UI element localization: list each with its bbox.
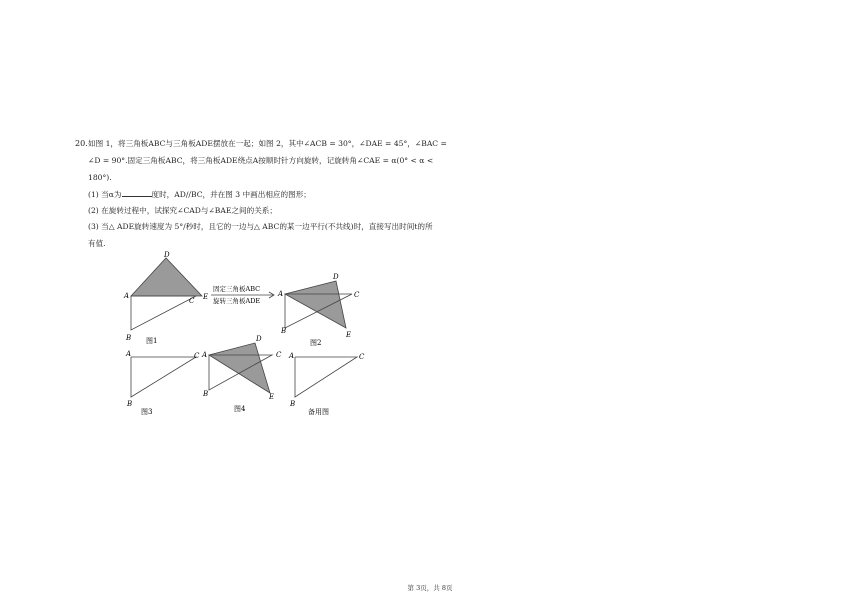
label-a-fig4: A: [202, 351, 208, 359]
label-c-spare: C: [359, 353, 365, 361]
figure-spare: [288, 352, 365, 416]
triangle-ade-fig2: [285, 281, 346, 328]
figure-1: [123, 251, 208, 345]
arrow-label-top: 固定三角板ABC: [213, 285, 261, 293]
caption-spare: 备用图: [308, 408, 329, 416]
triangle-abc-fig1: [131, 296, 196, 330]
triangle-ade-fig4: [209, 343, 270, 393]
label-b-spare: B: [290, 400, 296, 408]
transform-arrow: [211, 284, 274, 305]
label-b-fig3: B: [127, 400, 133, 408]
question-part-3-line-2: 有值.: [88, 239, 106, 248]
label-a-fig1: A: [124, 292, 130, 300]
label-b-fig4: B: [203, 390, 209, 398]
question-line-1: 如图 1，将三角板ABC与三角板ADE摆放在一起；如图 2，其中∠ACB = 30°，∠DAE = 45°，∠BAC =: [88, 139, 447, 148]
label-e-fig1: E: [203, 293, 209, 301]
figure-4: [201, 335, 282, 413]
label-c-fig3: C: [194, 352, 200, 360]
arrow-label-bottom: 旋转三角板ADE: [213, 297, 261, 305]
figure-2: [277, 273, 360, 347]
part-1-prefix: (1) 当α为: [88, 190, 122, 199]
question-line-2: ∠D = 90°.固定三角板ABC，将三角板ADE绕点A按顺时针方向旋转，记旋转角∠CAE = α(0° < α <: [88, 156, 434, 165]
page-footer: 第 3页，共 8页: [407, 584, 453, 592]
triangle-ade-fig1: [131, 258, 202, 296]
label-b-fig2: B: [281, 327, 287, 335]
label-a-fig3: A: [126, 350, 132, 358]
caption-fig4: 图4: [234, 405, 246, 413]
caption-fig1: 图1: [146, 337, 158, 345]
question-part-2: (2) 在旋转过程中，试探究∠CAD与∠BAE之间的关系；: [88, 206, 277, 215]
question-part-3-line-1: (3) 当△ ADE旋转速度为 5°/秒时，且它的一边与△ ABC的某一边平行(不共线)时，直接写出时间t的所: [88, 222, 433, 231]
label-c-fig1: C: [189, 297, 195, 305]
label-d-fig4: D: [256, 335, 262, 343]
label-c-fig4: C: [276, 351, 282, 359]
part-1-suffix: 度时，AD//BC，并在图 3 中画出相应的图形；: [151, 190, 311, 199]
label-a-fig2: A: [278, 290, 284, 298]
triangle-abc-spare: [295, 357, 357, 397]
label-e-fig2: E: [346, 331, 352, 339]
label-a-spare: A: [289, 352, 295, 360]
caption-fig2: 图2: [310, 339, 322, 347]
label-d-fig1: D: [164, 251, 170, 259]
question-number: 20.: [75, 139, 88, 148]
triangle-abc-fig3: [131, 357, 196, 397]
label-d-fig2: D: [333, 273, 339, 281]
caption-fig3: 图3: [141, 408, 153, 416]
figure-3: [125, 350, 200, 416]
label-b-fig1: B: [126, 334, 132, 342]
label-c-fig2: C: [354, 291, 360, 299]
label-e-fig4: E: [269, 393, 275, 401]
question-line-3: 180°).: [88, 173, 112, 182]
